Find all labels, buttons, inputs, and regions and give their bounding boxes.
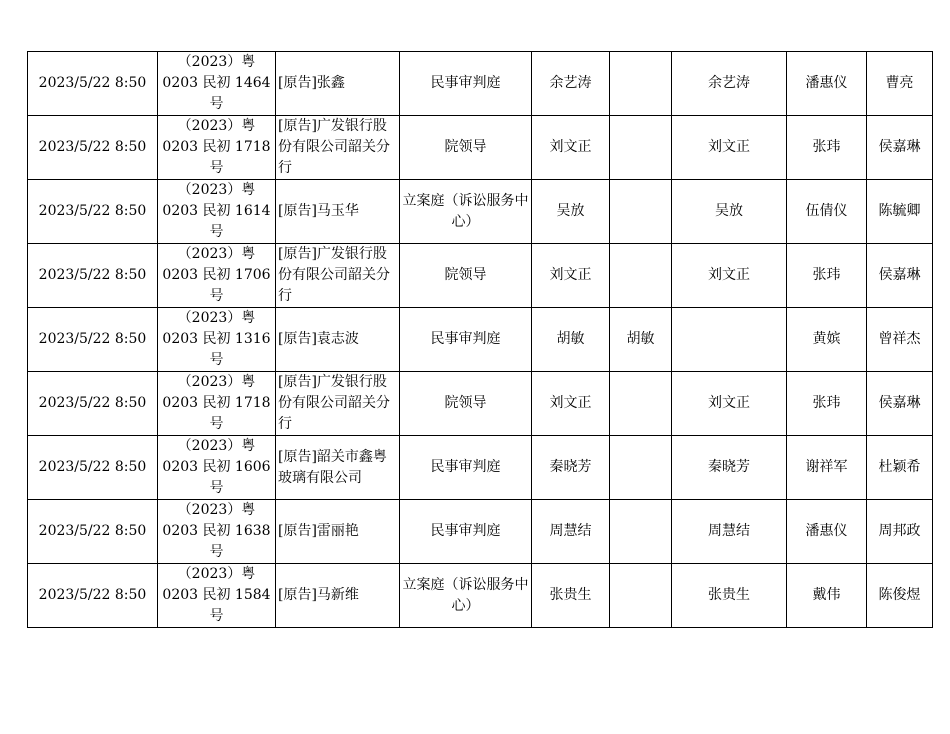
undertaking-judge-cell — [532, 500, 610, 564]
hearing-time-cell — [28, 116, 158, 180]
table-row — [28, 308, 933, 372]
judge-extra-cell-text: 胡敏 — [626, 331, 655, 347]
judge-extra-cell — [610, 436, 672, 500]
clerk-cell — [787, 52, 867, 116]
undertaking-judge-cell-text: 刘文正 — [549, 395, 592, 411]
case-number-cell-text: （2023）粤 0203 民初 1316 号 — [162, 310, 271, 368]
department-cell-text: 民事审判庭 — [430, 523, 501, 539]
case-number-cell — [158, 436, 276, 500]
hearing-time-cell-text: 2023/5/22 8:50 — [38, 267, 147, 283]
table-row — [28, 436, 933, 500]
undertaking-judge-cell-text: 周慧结 — [549, 523, 592, 539]
table-row — [28, 500, 933, 564]
table-row — [28, 52, 933, 116]
department-cell-text: 民事审判庭 — [430, 331, 501, 347]
member-cell-text: 侯嘉琳 — [878, 139, 921, 155]
judge-extra-cell — [610, 180, 672, 244]
party-cell-text: [原告]韶关市鑫粤玻璃有限公司 — [278, 448, 387, 486]
undertaking-judge-cell — [532, 244, 610, 308]
case-number-cell — [158, 52, 276, 116]
case-number-cell-text: （2023）粤 0203 民初 1638 号 — [162, 502, 271, 560]
department-cell — [400, 52, 532, 116]
presiding-judge-cell-text: 张贵生 — [708, 587, 750, 603]
clerk-cell — [787, 308, 867, 372]
party-cell — [276, 436, 400, 500]
clerk-cell-text: 潘惠仪 — [805, 75, 848, 91]
clerk-cell — [787, 116, 867, 180]
hearing-time-cell-text: 2023/5/22 8:50 — [38, 139, 147, 155]
table-row — [28, 116, 933, 180]
undertaking-judge-cell — [532, 52, 610, 116]
hearing-time-cell-text: 2023/5/22 8:50 — [38, 459, 147, 475]
case-number-cell — [158, 116, 276, 180]
party-cell — [276, 308, 400, 372]
hearing-time-cell-text: 2023/5/22 8:50 — [38, 203, 147, 219]
case-number-cell-text: （2023）粤 0203 民初 1606 号 — [162, 438, 271, 496]
judge-extra-cell — [610, 116, 672, 180]
hearing-time-cell — [28, 436, 158, 500]
clerk-cell-text: 潘惠仪 — [805, 523, 848, 539]
hearing-time-cell — [28, 564, 158, 628]
clerk-cell — [787, 436, 867, 500]
presiding-judge-cell — [672, 116, 787, 180]
judge-extra-cell — [610, 564, 672, 628]
member-cell — [867, 372, 933, 436]
case-number-cell-text: （2023）粤 0203 民初 1718 号 — [162, 118, 271, 176]
clerk-cell-text: 谢祥军 — [805, 459, 848, 475]
hearing-time-cell-text: 2023/5/22 8:50 — [38, 395, 147, 411]
hearing-time-cell-text: 2023/5/22 8:50 — [38, 331, 147, 347]
presiding-judge-cell-text: 周慧结 — [708, 523, 750, 539]
hearing-schedule-table — [27, 51, 933, 628]
hearing-time-cell — [28, 244, 158, 308]
member-cell — [867, 436, 933, 500]
department-cell — [400, 244, 532, 308]
member-cell-text: 陈毓卿 — [878, 203, 921, 219]
undertaking-judge-cell-text: 刘文正 — [549, 267, 592, 283]
table-row — [28, 244, 933, 308]
party-cell — [276, 372, 400, 436]
hearing-time-cell — [28, 500, 158, 564]
member-cell — [867, 500, 933, 564]
department-cell — [400, 500, 532, 564]
party-cell — [276, 52, 400, 116]
clerk-cell-text: 张玮 — [812, 395, 841, 411]
case-number-cell — [158, 308, 276, 372]
member-cell-text: 周邦政 — [878, 523, 921, 539]
case-number-cell-text: （2023）粤 0203 民初 1584 号 — [162, 566, 271, 624]
presiding-judge-cell — [672, 244, 787, 308]
table-row — [28, 564, 933, 628]
member-cell-text: 曹亮 — [885, 75, 914, 91]
presiding-judge-cell-text: 刘文正 — [708, 395, 750, 411]
case-number-cell-text: （2023）粤 0203 民初 1718 号 — [162, 374, 271, 432]
case-number-cell-text: （2023）粤 0203 民初 1706 号 — [162, 246, 271, 304]
undertaking-judge-cell — [532, 564, 610, 628]
member-cell — [867, 244, 933, 308]
department-cell-text: 立案庭（诉讼服务中心） — [402, 192, 529, 230]
undertaking-judge-cell-text: 秦晓芳 — [549, 459, 592, 475]
member-cell — [867, 116, 933, 180]
member-cell — [867, 564, 933, 628]
clerk-cell-text: 黄嫔 — [812, 331, 841, 347]
clerk-cell-text: 戴伟 — [812, 587, 841, 603]
undertaking-judge-cell — [532, 180, 610, 244]
department-cell — [400, 372, 532, 436]
party-cell-text: [原告]广发银行股份有限公司韶关分行 — [278, 374, 390, 432]
party-cell-text: [原告]马新维 — [278, 587, 359, 603]
department-cell-text: 民事审判庭 — [430, 459, 501, 475]
case-number-cell — [158, 564, 276, 628]
clerk-cell — [787, 372, 867, 436]
department-cell — [400, 564, 532, 628]
hearing-time-cell — [28, 308, 158, 372]
clerk-cell-text: 张玮 — [812, 139, 841, 155]
clerk-cell-text: 张玮 — [812, 267, 841, 283]
presiding-judge-cell — [672, 308, 787, 372]
department-cell — [400, 308, 532, 372]
undertaking-judge-cell — [532, 308, 610, 372]
department-cell-text: 院领导 — [444, 267, 487, 283]
department-cell-text: 民事审判庭 — [430, 75, 501, 91]
member-cell-text: 曾祥杰 — [878, 331, 921, 347]
hearing-time-cell-text: 2023/5/22 8:50 — [38, 523, 147, 539]
party-cell-text: [原告]广发银行股份有限公司韶关分行 — [278, 246, 390, 304]
member-cell-text: 杜颖希 — [878, 459, 921, 475]
table-row — [28, 180, 933, 244]
hearing-time-cell — [28, 180, 158, 244]
presiding-judge-cell — [672, 500, 787, 564]
clerk-cell — [787, 500, 867, 564]
clerk-cell-text: 伍倩仪 — [805, 203, 848, 219]
clerk-cell — [787, 180, 867, 244]
party-cell — [276, 116, 400, 180]
undertaking-judge-cell — [532, 436, 610, 500]
party-cell-text: [原告]广发银行股份有限公司韶关分行 — [278, 118, 390, 176]
judge-extra-cell — [610, 52, 672, 116]
department-cell — [400, 436, 532, 500]
party-cell — [276, 244, 400, 308]
department-cell — [400, 180, 532, 244]
presiding-judge-cell-text: 秦晓芳 — [708, 459, 750, 475]
presiding-judge-cell-text: 刘文正 — [708, 139, 750, 155]
party-cell — [276, 180, 400, 244]
clerk-cell — [787, 244, 867, 308]
hearing-time-cell — [28, 372, 158, 436]
case-number-cell — [158, 244, 276, 308]
department-cell-text: 院领导 — [444, 139, 487, 155]
presiding-judge-cell — [672, 180, 787, 244]
member-cell — [867, 180, 933, 244]
party-cell-text: [原告]雷丽艳 — [278, 523, 359, 539]
undertaking-judge-cell-text: 刘文正 — [549, 139, 592, 155]
presiding-judge-cell — [672, 564, 787, 628]
member-cell-text: 侯嘉琳 — [878, 395, 921, 411]
presiding-judge-cell — [672, 436, 787, 500]
clerk-cell — [787, 564, 867, 628]
schedule-body — [28, 52, 933, 628]
case-number-cell-text: （2023）粤 0203 民初 1464 号 — [162, 54, 271, 112]
department-cell — [400, 116, 532, 180]
judge-extra-cell — [610, 500, 672, 564]
hearing-time-cell-text: 2023/5/22 8:50 — [38, 75, 147, 91]
department-cell-text: 院领导 — [444, 395, 487, 411]
undertaking-judge-cell-text: 余艺涛 — [549, 75, 592, 91]
presiding-judge-cell — [672, 372, 787, 436]
party-cell — [276, 500, 400, 564]
undertaking-judge-cell-text: 胡敏 — [556, 331, 585, 347]
department-cell-text: 立案庭（诉讼服务中心） — [402, 576, 529, 614]
undertaking-judge-cell-text: 吴放 — [556, 203, 585, 219]
member-cell-text: 侯嘉琳 — [878, 267, 921, 283]
undertaking-judge-cell-text: 张贵生 — [549, 587, 592, 603]
judge-extra-cell — [610, 308, 672, 372]
party-cell — [276, 564, 400, 628]
judge-extra-cell — [610, 372, 672, 436]
case-number-cell — [158, 500, 276, 564]
undertaking-judge-cell — [532, 372, 610, 436]
party-cell-text: [原告]马玉华 — [278, 203, 359, 219]
case-number-cell-text: （2023）粤 0203 民初 1614 号 — [162, 182, 271, 240]
member-cell-text: 陈俊煜 — [878, 587, 921, 603]
presiding-judge-cell-text: 吴放 — [715, 203, 743, 219]
case-number-cell — [158, 180, 276, 244]
presiding-judge-cell — [672, 52, 787, 116]
member-cell — [867, 52, 933, 116]
presiding-judge-cell-text: 余艺涛 — [708, 75, 750, 91]
party-cell-text: [原告]袁志波 — [278, 331, 359, 347]
judge-extra-cell — [610, 244, 672, 308]
case-number-cell — [158, 372, 276, 436]
table-row — [28, 372, 933, 436]
presiding-judge-cell-text: 刘文正 — [708, 267, 750, 283]
hearing-time-cell-text: 2023/5/22 8:50 — [38, 587, 147, 603]
member-cell — [867, 308, 933, 372]
undertaking-judge-cell — [532, 116, 610, 180]
hearing-time-cell — [28, 52, 158, 116]
party-cell-text: [原告]张鑫 — [278, 75, 345, 91]
